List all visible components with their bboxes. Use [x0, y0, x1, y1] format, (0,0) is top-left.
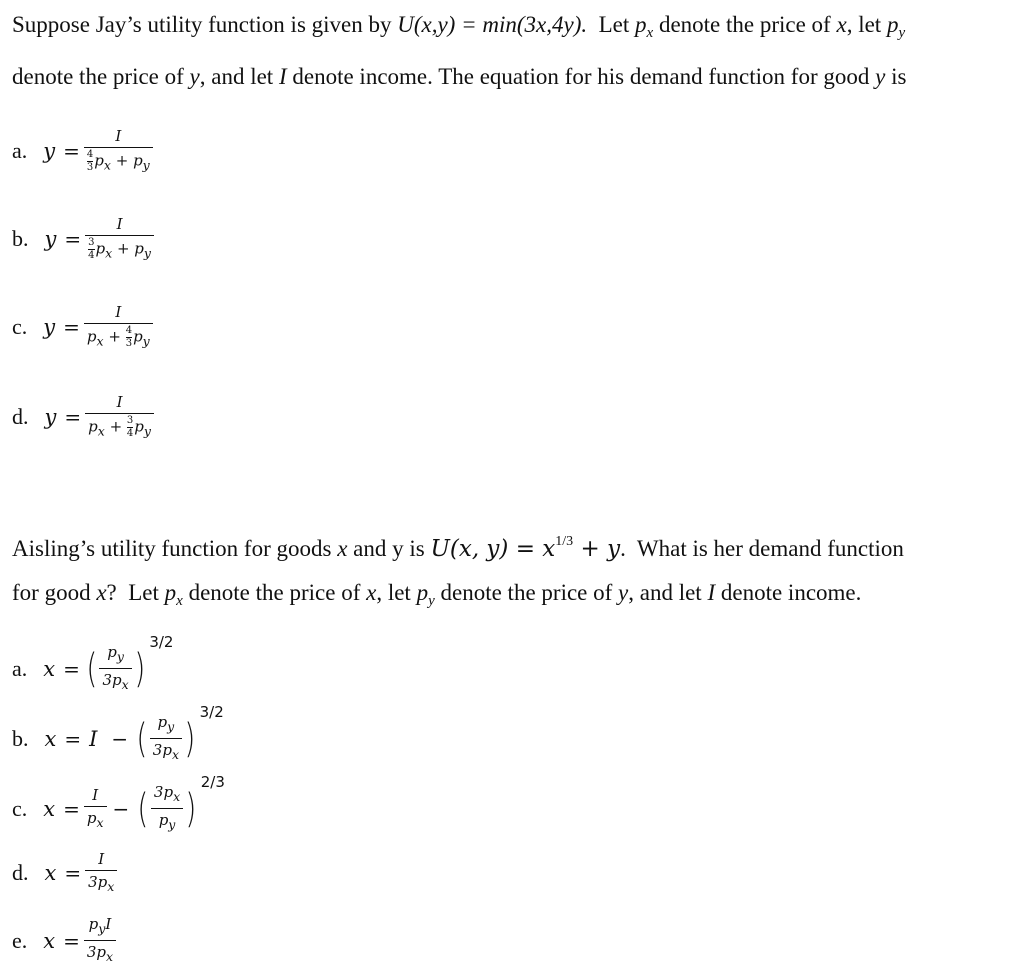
parenthesized-fraction: ( $\frac{p_y}{3p_x}$ ) 3/2 [136, 703, 224, 762]
question-1-line-1: Suppose Jay’s utility function is given by U(x,y) = min(3x,4y). Let $p_x$ denote the price of x, let $p_y$ [12, 12, 906, 41]
q2-option-e[interactable]: e. x = $\frac{p_yI}{3p_x}$ [12, 915, 116, 966]
fraction: $\frac{p_y}{3p_x}$ [150, 713, 182, 764]
fraction-bar [99, 668, 131, 669]
question-2-text [12, 520, 1012, 623]
fraction-bar [151, 808, 183, 809]
q1-option-a[interactable]: a. y = I $\frac{4}{3}$ $p_x + p_y$ [12, 127, 153, 175]
fraction: $\frac{p_yI}{3p_x}$ [84, 915, 116, 966]
fraction: I $p_x$ + $\frac{4}{3}$ $p_y$ [84, 303, 153, 351]
fraction: $\frac{I}{3p_x}$ [85, 850, 117, 896]
question-2-line-1: Aisling’s utility function for goods x and y is U(x, $y) = x^{1/3} + y$. What is her demand function [12, 534, 904, 562]
fraction-bar [84, 147, 153, 148]
fraction: I $p_x$ + $\frac{3}{4}$ $p_y$ [85, 393, 154, 441]
fraction-bar [84, 323, 153, 324]
coefficient: $\frac{4}{3}$ [86, 149, 94, 173]
fraction-bar [150, 738, 182, 739]
coefficient: $\frac{3}{4}$ [88, 237, 95, 261]
coefficient: $\frac{3}{4}$ [126, 415, 134, 439]
parenthesized-fraction: ( $\frac{3p_x}{p_y}$ ) 2/3 [137, 773, 225, 832]
fraction-bar [85, 870, 117, 871]
q1-option-b[interactable]: b. y = I $\frac{3}{4}$ $p_x + p_y$ [12, 215, 154, 263]
q2-option-b[interactable]: b. x = I − ( $\frac{p_y}{3p_x}$ ) 3/2 [12, 703, 224, 762]
q2-option-d[interactable]: d. x = $\frac{I}{3p_x}$ [12, 850, 117, 896]
question-2-line-2: for good x? Let $p_x$ denote the price of x, let $p_y$ denote the price of y, and let I denote income. [12, 580, 862, 609]
q2-option-c[interactable]: c. x = $\frac{I}{p_x}$ − ( $\frac{3p_x}{p_y}$ ) 2/3 [12, 773, 225, 832]
fraction-bar [84, 806, 107, 807]
fraction-bar [85, 413, 154, 414]
coefficient: $\frac{4}{3}$ [125, 325, 133, 349]
q2-option-a[interactable]: a. x = ( $\frac{p_y}{3p_x}$ ) 3/2 [12, 633, 174, 692]
fraction-bar [84, 940, 116, 941]
fraction: $\frac{3p_x}{p_y}$ [151, 783, 183, 834]
fraction: $\frac{I}{p_x}$ [84, 786, 107, 832]
fraction: I $\frac{3}{4}$ $p_x + p_y$ [85, 215, 154, 263]
fraction: $\frac{p_y}{3p_x}$ [99, 643, 131, 694]
fraction-bar [85, 235, 154, 236]
question-1-text [12, 3, 1012, 99]
fraction: I $\frac{4}{3}$ $p_x + p_y$ [84, 127, 153, 175]
parenthesized-fraction: ( $\frac{p_y}{3p_x}$ ) 3/2 [86, 633, 174, 692]
q1-option-d[interactable]: d. y = I $p_x$ + $\frac{3}{4}$ $p_y$ [12, 393, 154, 441]
q1-option-c[interactable]: c. y = I $p_x$ + $\frac{4}{3}$ $p_y$ [12, 303, 153, 351]
question-1-line-2: denote the price of y, and let I denote income. The equation for his demand function for good y is [12, 64, 907, 89]
